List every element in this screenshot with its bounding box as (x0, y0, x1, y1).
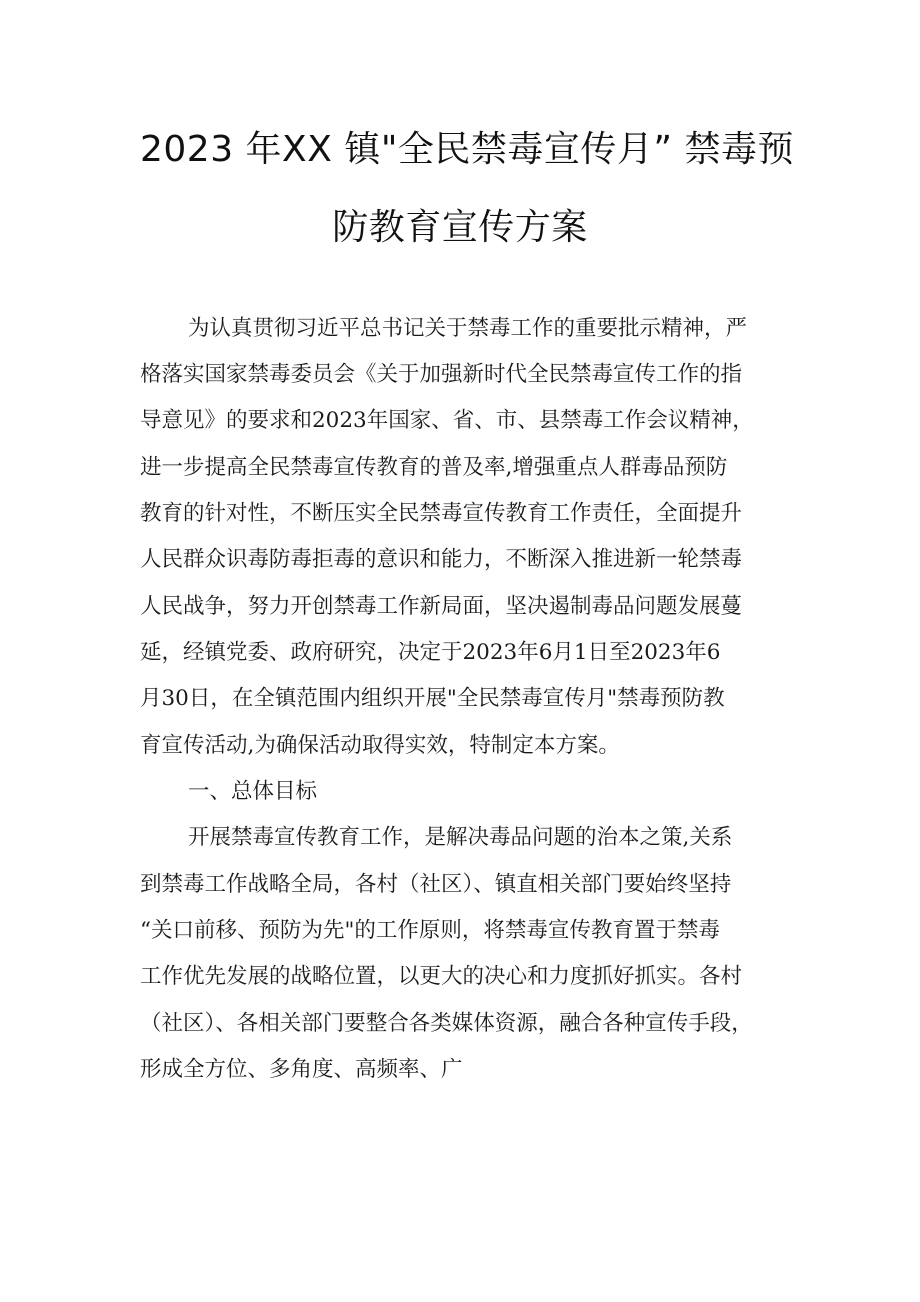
paragraph-2-line: 形成全方位、多角度、高频率、广 (140, 1057, 463, 1082)
paragraph-2-line: 到禁毒工作战略全局，各村（社区）、镇直相关部门要始终坚持 (140, 872, 732, 897)
document-title-line-2: 防教育宣传方案 (332, 207, 588, 248)
paragraph-2-line: 开展禁毒宣传教育工作，是解决毒品问题的治本之策,关系 (188, 825, 733, 850)
section-heading: 一、总体目标 (188, 779, 318, 804)
paragraph-1-line: 进一步提高全民禁毒宣传教育的普及率,增强重点人群毒品预防 (140, 455, 728, 480)
paragraph-1-line: 育宣传活动,为确保活动取得实效，特制定本方案。 (140, 733, 620, 758)
paragraph-1-line: 月30日，在全镇范围内组织开展"全民禁毒宣传月"禁毒预防教 (140, 686, 725, 711)
paragraph-1-line: 导意见》的要求和2023年国家、省、市、县禁毒工作会议精神， (140, 408, 754, 433)
paragraph-2-line: “关口前移、预防为先"的工作原则，将禁毒宣传教育置于禁毒 (140, 918, 720, 943)
paragraph-1-line: 人民群众识毒防毒拒毒的意识和能力，不断深入推进新一轮禁毒 (140, 547, 743, 572)
paragraph-1-line: 延，经镇党委、政府研究，决定于2023年6月1日至2023年6 (140, 640, 721, 665)
document-title-line-1: 2023 年XX 镇"全民禁毒宣传月” 禁毒预 (140, 129, 794, 170)
paragraph-2-line: 工作优先发展的战略位置，以更大的决心和力度抓好抓实。各村 (140, 964, 743, 989)
paragraph-1-line: 为认真贯彻习近平总书记关于禁毒工作的重要批示精神，严 (188, 316, 748, 341)
paragraph-2-line: （社区）、各相关部门要整合各类媒体资源，融合各种宣传手段， (140, 1011, 753, 1036)
paragraph-1-line: 人民战争，努力开创禁毒工作新局面，坚决遏制毒品问题发展蔓 (140, 594, 743, 619)
paragraph-1-line: 格落实国家禁毒委员会《关于加强新时代全民禁毒宣传工作的指 (140, 362, 743, 387)
paragraph-1-line: 教育的针对性，不断压实全民禁毒宣传教育工作责任，全面提升 (140, 501, 743, 526)
